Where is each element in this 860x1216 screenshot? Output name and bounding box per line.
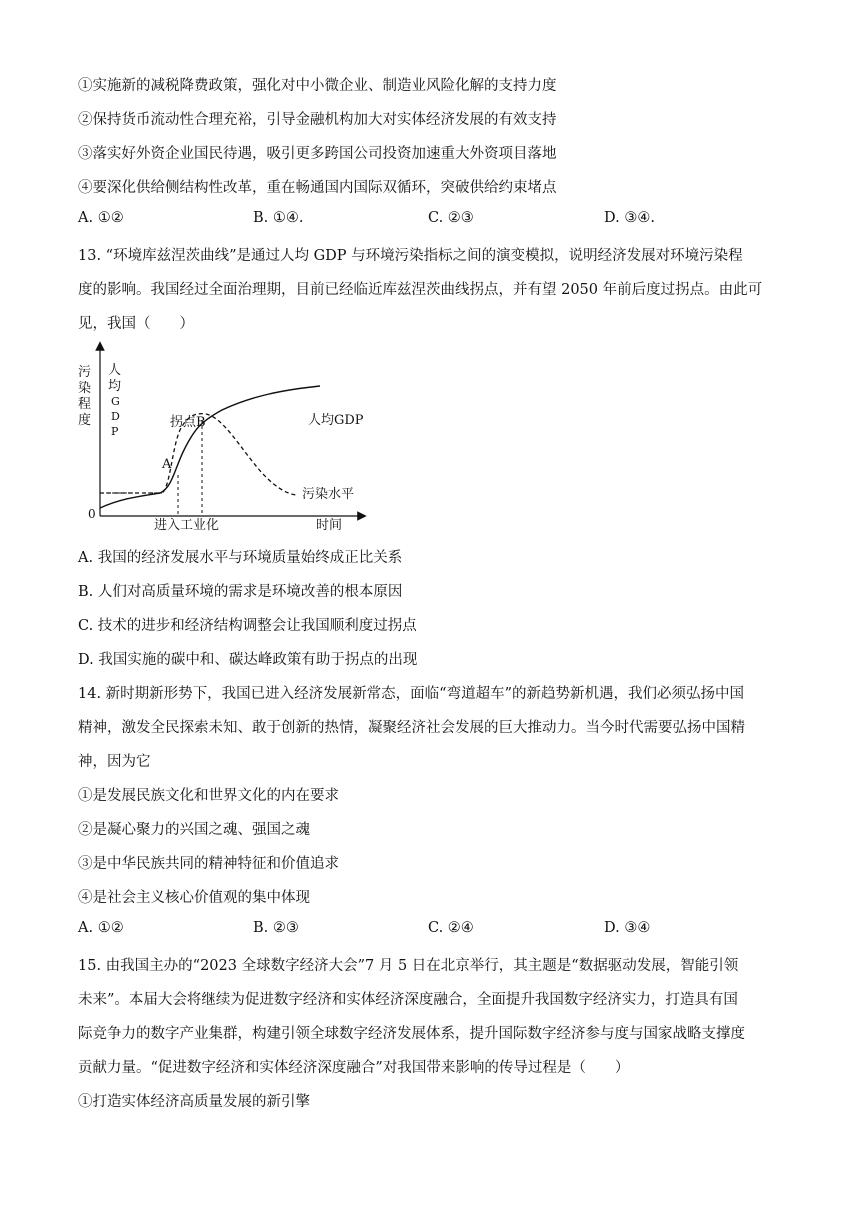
q13-stem-line-1: 13. “环境库兹涅茨曲线”是通过人均 GDP 与环境污染指标之间的演变模拟，说明经济发展对环境污染程: [78, 248, 743, 264]
gdp-curve-label: 人均GDP: [308, 413, 364, 428]
x-axis-label: 时间: [316, 518, 343, 533]
q13-option-c: C. 技术的进步和经济结构调整会让我国顺利度过拐点: [78, 618, 417, 634]
y-label-pollution: [78, 365, 91, 428]
x-mark-label: 进入工业化: [154, 518, 220, 533]
q12-item-4: ④要深化供给侧结构性改革，重在畅通国内国际双循环，突破供给约束堵点: [78, 180, 557, 196]
pollution-curve-label: 污染水平: [302, 487, 355, 502]
q13-stem-line-2: 度的影响。我国经过全面治理期，目前已经临近库兹涅茨曲线拐点，并有望 2050 年前后度过拐点。由此可: [78, 282, 763, 298]
svg-text:D: D: [111, 410, 120, 423]
q12-item-3: ③落实好外资企业国民待遇，吸引更多跨国公司投资加速重大外资项目落地: [78, 146, 557, 162]
q14-option-d: D. ③④: [604, 920, 651, 936]
q15-stem-line-3: 际竞争力的数字产业集群，构建引领全球数字经济发展体系，提升国际数字经济参与度与国家战略支撑度: [78, 1026, 745, 1042]
q14-option-a: A. ①②: [78, 920, 124, 936]
q14-item-4: ④是社会主义核心价值观的集中体现: [78, 890, 310, 906]
gdp-curve: [100, 386, 320, 508]
q14-item-2: ②是凝心聚力的兴国之魂、强国之魂: [78, 822, 310, 838]
q14-stem-line-3: 神，因为它: [78, 754, 151, 770]
q14-item-3: ③是中华民族共同的精神特征和价值追求: [78, 856, 339, 872]
q15-item-1: ①打造实体经济高质量发展的新引擎: [78, 1094, 310, 1110]
svg-text:污: 污: [78, 365, 92, 380]
q15-stem-line-1: 15. 由我国主办的“2023 全球数字经济大会”7 月 5 日在北京举行，其主题是“数据驱动发展，智能引领: [78, 958, 739, 974]
q13-option-d: D. 我国实施的碳中和、碳达峰政策有助于拐点的出现: [78, 652, 418, 668]
q12-option-a: A. ①②: [78, 210, 124, 226]
svg-text:P: P: [111, 425, 119, 438]
q14-option-c: C. ②④: [428, 920, 474, 936]
svg-text:染: 染: [78, 381, 92, 396]
y-label-gdp: [108, 363, 121, 438]
q12-item-1: ①实施新的减税降费政策，强化对中小微企业、制造业风险化解的支持力度: [78, 78, 557, 94]
point-a-label: A: [162, 457, 172, 472]
svg-text:度: 度: [78, 413, 92, 428]
point-b-label: 拐点B: [170, 415, 206, 430]
q15-stem-line-4: 贡献力量。“促进数字经济和实体经济深度融合”对我国带来影响的传导过程是（ ）: [78, 1060, 630, 1076]
q13-option-a: A. 我国的经济发展水平与环境质量始终成正比关系: [78, 550, 403, 566]
q14-option-b: B. ②③: [253, 920, 299, 936]
kuznets-curve-figure: [72, 338, 372, 534]
q13-option-b: B. 人们对高质量环境的需求是环境改善的根本原因: [78, 584, 403, 600]
svg-text:G: G: [111, 395, 120, 408]
q12-option-d: D. ③④.: [604, 210, 655, 226]
svg-text:人: 人: [108, 363, 122, 378]
q14-stem-line-2: 精神，激发全民探索未知、敢于创新的热情，凝聚经济社会发展的巨大推动力。当今时代需要弘扬中国精: [78, 720, 745, 736]
origin-label: 0: [88, 507, 96, 521]
q14-item-1: ①是发展民族文化和世界文化的内在要求: [78, 788, 339, 804]
svg-text:均: 均: [108, 379, 122, 394]
svg-text:程: 程: [78, 397, 92, 412]
q12-option-b: B. ①④.: [253, 210, 304, 226]
q13-stem-line-3: 见，我国（ ）: [78, 316, 194, 332]
q12-option-c: C. ②③: [428, 210, 474, 226]
q15-stem-line-2: 未来”。本届大会将继续为促进数字经济和实体经济深度融合，全面提升我国数字经济实力，打造具有国: [78, 992, 738, 1008]
q12-item-2: ②保持货币流动性合理充裕，引导金融机构加大对实体经济发展的有效支持: [78, 112, 557, 128]
q14-stem-line-1: 14. 新时期新形势下，我国已进入经济发展新常态，面临“弯道超车”的新趋势新机遇，我们必须弘扬中国: [78, 686, 744, 702]
